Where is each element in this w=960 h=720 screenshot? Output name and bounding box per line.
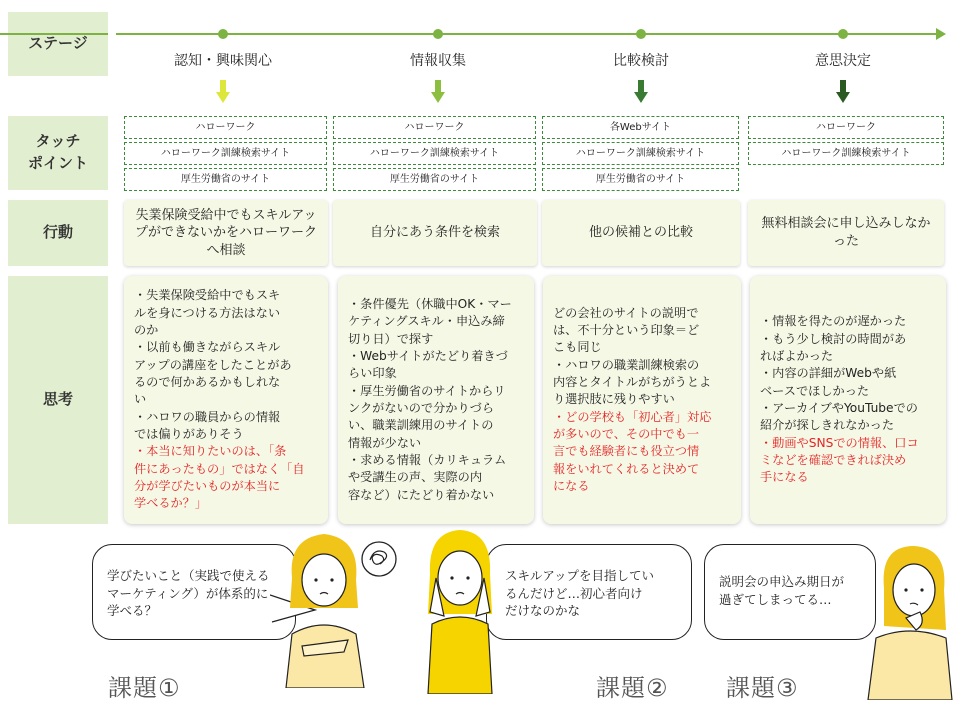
thought-line-highlight: 学べるか？」 [134, 496, 208, 511]
thought-line: ・条件優先（休職中OK・マー [348, 297, 512, 312]
thought-line-highlight: になる [553, 478, 590, 493]
thought-line: ・以前も働きながらスキル [134, 340, 281, 355]
down-arrow-icon [431, 80, 445, 104]
row-label-thought: 思考 [8, 276, 108, 524]
thought-line: ・失業保険受給中でもスキ [134, 288, 281, 303]
thought-line: るので何かあるかもしれな [134, 375, 281, 389]
thought-line: ケティングスキル・申込み締 [348, 314, 505, 329]
bubble-line: 過ぎてしまってる… [719, 591, 832, 607]
row-label-touchpoint: タッチ ポイント [8, 116, 108, 190]
thought-line: ・ハロワの職員からの情報 [134, 409, 281, 424]
thought-line: 切り日）で探す [348, 331, 434, 346]
touchpoint-2-2: ハローワーク訓練検索サイト [333, 142, 536, 165]
bubble-line: るんだけど…初心者向け [505, 585, 643, 601]
issue-label-3: 課題③ [726, 674, 799, 702]
touchpoint-2-1: ハローワーク [333, 116, 536, 139]
thought-line-highlight: ミなどを確認できれば決め [760, 452, 907, 467]
bubble-line: だけなのかな [505, 603, 581, 618]
touchpoint-1-2: ハローワーク訓練検索サイト [124, 142, 327, 165]
bubble-line: 学びたいこと（実践で使える [107, 568, 270, 583]
thought-line-highlight: 件にあったもの」ではなく「自 [134, 461, 305, 476]
action-card-2: 自分にあう条件を検索 [333, 200, 537, 266]
action-card-1: 失業保険受給中でもスキルアップができないかをハローワークへ相談 [124, 200, 328, 266]
touchpoint-2-3: 厚生労働省のサイト [333, 168, 536, 191]
thought-line: や受講生の声、実際の内 [348, 470, 483, 485]
thought-line: り選択肢に残りやすい [553, 392, 675, 407]
speech-bubble-3 [704, 544, 876, 640]
thought-line: 紹介が探しきれなかった [760, 418, 895, 433]
stage-dot-4 [838, 29, 848, 39]
thought-card-1 [124, 276, 328, 524]
down-arrow-icon [634, 80, 648, 104]
confused-scribble-icon [360, 540, 398, 578]
bubble-line: マーケティング）が体系的に [107, 585, 269, 601]
thought-line-highlight: 報をいれてくれると決めて [553, 461, 700, 476]
bubble-line: 説明会の申込み期日が [719, 574, 845, 589]
thought-line: 情報が少ない [348, 435, 422, 450]
stage-dot-1 [218, 29, 228, 39]
thought-line: こも同じ [553, 340, 602, 355]
thought-line: ・ハロワの職業訓練検索の [553, 357, 700, 372]
thought-line-highlight: が多いので、その中でも一 [553, 426, 700, 441]
thought-card-4 [750, 276, 946, 524]
stage-dot-2 [433, 29, 443, 39]
speech-bubble-2 [486, 544, 692, 640]
thought-line: は、不十分という印象＝ど [553, 323, 700, 338]
thought-line: ・Webサイトがたどり着きづ [348, 349, 508, 364]
row-label-action: 行動 [8, 200, 108, 266]
thought-line-highlight: 分が学びたいものが本当に [134, 478, 281, 493]
person-1-illustration [278, 528, 370, 688]
thought-line: 内容とタイトルがちがうとよ [553, 375, 712, 389]
stage-dot-3 [636, 29, 646, 39]
thought-line: ルを身につける方法はない [134, 305, 281, 320]
thought-line: い [134, 392, 147, 407]
touchpoint-4-1: ハローワーク [748, 116, 944, 139]
touchpoint-1-1: ハローワーク [124, 116, 327, 139]
bubble-line: スキルアップを目指してい [505, 568, 655, 583]
touchpoint-4-2: ハローワーク訓練検索サイト [748, 142, 944, 165]
thought-line: い、職業訓練用のサイトの [348, 418, 494, 433]
action-card-3: 他の候補との比較 [542, 200, 740, 266]
thought-line: のか [134, 323, 159, 338]
thought-line: らい印象 [348, 366, 397, 381]
thought-line: ・アーカイブやYouTubeでの [760, 401, 918, 415]
thought-line: ・求める情報（カリキュラム [348, 452, 507, 467]
thought-line: 容など）にたどり着かない [348, 487, 495, 502]
down-arrow-icon [216, 80, 230, 104]
thought-line: ベースでほしかった [760, 383, 870, 398]
down-arrow-icon [836, 80, 850, 104]
thought-line: どの会社のサイトの説明で [553, 305, 699, 320]
thought-card-3 [543, 276, 741, 524]
thought-card-2 [338, 276, 534, 524]
thought-line-highlight: ・動画やSNSでの情報、口コ [760, 435, 919, 450]
thought-line-highlight: ・本当に知りたいのは、「条 [134, 444, 287, 459]
speech-bubble-1 [92, 544, 296, 640]
person-2-illustration [420, 524, 500, 694]
action-card-4: 無料相談会に申し込みしなかった [748, 200, 944, 266]
thought-line-highlight: ・どの学校も「初心者」対応 [553, 409, 712, 424]
thought-line: では偏りがありそう [134, 426, 244, 441]
thought-line-highlight: 手になる [760, 470, 809, 485]
thought-line: ・内容の詳細がWebや紙 [760, 366, 897, 381]
stage-name-1: 認知・興味関心 [174, 53, 272, 69]
stage-name-4: 意思決定 [815, 53, 871, 69]
thought-line: ・もう少し検討の時間があ [760, 331, 907, 346]
touchpoint-3-3: 厚生労働省のサイト [542, 168, 739, 191]
issue-label-2: 課題② [596, 674, 669, 702]
person-3-illustration [860, 540, 956, 700]
bubble-line: 学べる？ [107, 603, 158, 618]
touchpoint-1-3: 厚生労働省のサイト [124, 168, 327, 191]
thought-line: ンクがないので分かりづら [348, 401, 495, 415]
row-label-stage: ステージ [8, 12, 108, 76]
touchpoint-3-2: ハローワーク訓練検索サイト [542, 142, 739, 165]
thought-line: ればよかった [760, 349, 834, 364]
issue-label-1: 課題① [108, 674, 181, 702]
touchpoint-3-1: 各Webサイト [542, 116, 739, 139]
stage-name-3: 比較検討 [613, 53, 669, 69]
thought-line: アップの講座をしたことがあ [134, 357, 292, 372]
thought-line: ・情報を得たのが遅かった [760, 314, 907, 329]
thought-line: ・厚生労働省のサイトからリ [348, 383, 506, 398]
stage-name-2: 情報収集 [410, 53, 466, 69]
thought-line-highlight: 言でも経験者にも役立つ情 [553, 444, 700, 459]
